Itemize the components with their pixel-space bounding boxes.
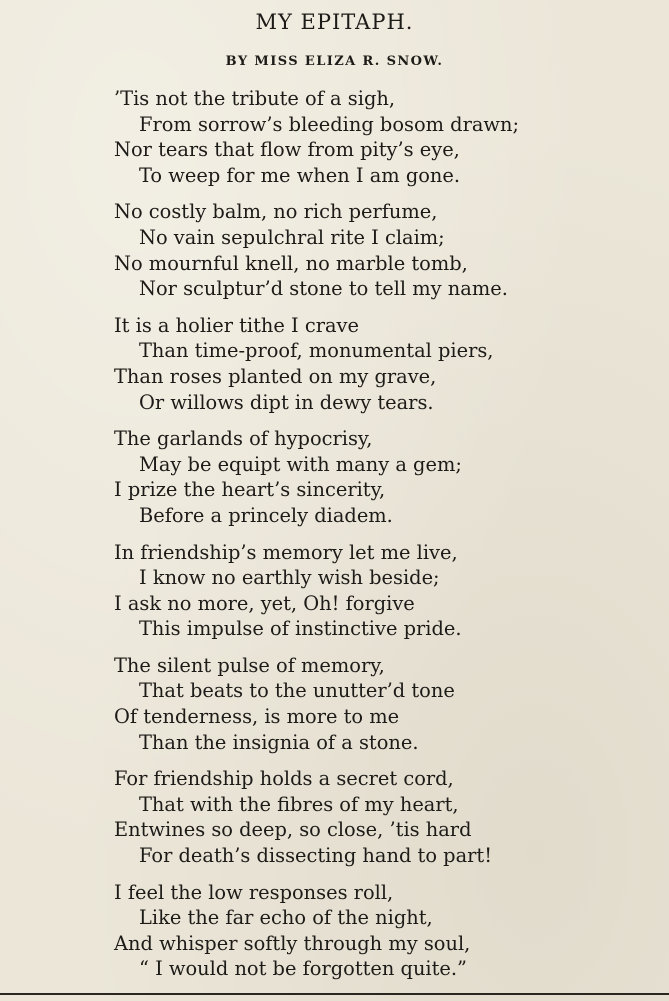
poem-line: I know no earthly wish beside; bbox=[139, 566, 440, 590]
stanza bbox=[114, 426, 654, 528]
stanza bbox=[114, 199, 654, 301]
poem-line: Entwines so deep, so close, ’tis hard bbox=[114, 818, 472, 842]
stanza bbox=[114, 653, 654, 755]
poem-line: Nor tears that flow from pity’s eye, bbox=[114, 138, 460, 162]
poem-line: Than the insignia of a stone. bbox=[139, 730, 419, 754]
poem-line: I prize the heart’s sincerity, bbox=[114, 478, 386, 502]
poem-line: That with the fibres of my heart, bbox=[139, 792, 459, 816]
poem-line: I ask no more, yet, Oh! forgive bbox=[114, 591, 415, 615]
stanza bbox=[114, 880, 654, 982]
stanza bbox=[114, 766, 654, 868]
poem-line: The silent pulse of memory, bbox=[114, 653, 385, 677]
poem-line: For death’s dissecting hand to part! bbox=[139, 844, 492, 868]
poem-body bbox=[114, 86, 654, 993]
poem-line: I feel the low responses roll, bbox=[114, 880, 394, 904]
poem-line: To weep for me when I am gone. bbox=[139, 163, 461, 187]
poem-line: In friendship’s memory let me live, bbox=[114, 540, 458, 564]
poem-line: Of tenderness, is more to me bbox=[114, 705, 400, 729]
poem-line: Nor sculptur’d stone to tell my name. bbox=[139, 277, 508, 301]
poem-line: No costly balm, no rich perfume, bbox=[114, 200, 438, 224]
stanza bbox=[114, 86, 654, 188]
poem-line: This impulse of instinctive pride. bbox=[139, 617, 462, 641]
poem-line: Than time-proof, monumental piers, bbox=[139, 339, 494, 363]
poem-title: MY EPITAPH. bbox=[255, 10, 414, 34]
poem-line: The garlands of hypocrisy, bbox=[114, 427, 373, 451]
stanza bbox=[114, 540, 654, 642]
poem-line: It is a holier tithe I crave bbox=[114, 313, 359, 337]
poem-line: No vain sepulchral rite I claim; bbox=[139, 225, 445, 249]
bottom-rule bbox=[0, 993, 669, 995]
poem-line: Or willows dipt in dewy tears. bbox=[139, 390, 434, 414]
poem-line: For friendship holds a secret cord, bbox=[114, 767, 454, 791]
poem-line: That beats to the unutter’d tone bbox=[139, 679, 455, 703]
poem-byline: BY MISS ELIZA R. SNOW. bbox=[225, 54, 444, 69]
poem-line: From sorrow’s bleeding bosom drawn; bbox=[139, 112, 520, 136]
stanza bbox=[114, 313, 654, 415]
poem-line: No mournful knell, no marble tomb, bbox=[114, 251, 468, 275]
poem-line: Before a princely diadem. bbox=[139, 503, 393, 527]
poem-line: And whisper softly through my soul, bbox=[114, 931, 471, 955]
poem-line: Than roses planted on my grave, bbox=[114, 364, 437, 388]
poem-line: “ I would not be forgotten quite.” bbox=[139, 957, 467, 981]
poem-line: Like the far echo of the night, bbox=[139, 906, 433, 930]
poem-line: ’Tis not the tribute of a sigh, bbox=[114, 87, 396, 110]
poem-line: May be equipt with many a gem; bbox=[139, 452, 462, 476]
